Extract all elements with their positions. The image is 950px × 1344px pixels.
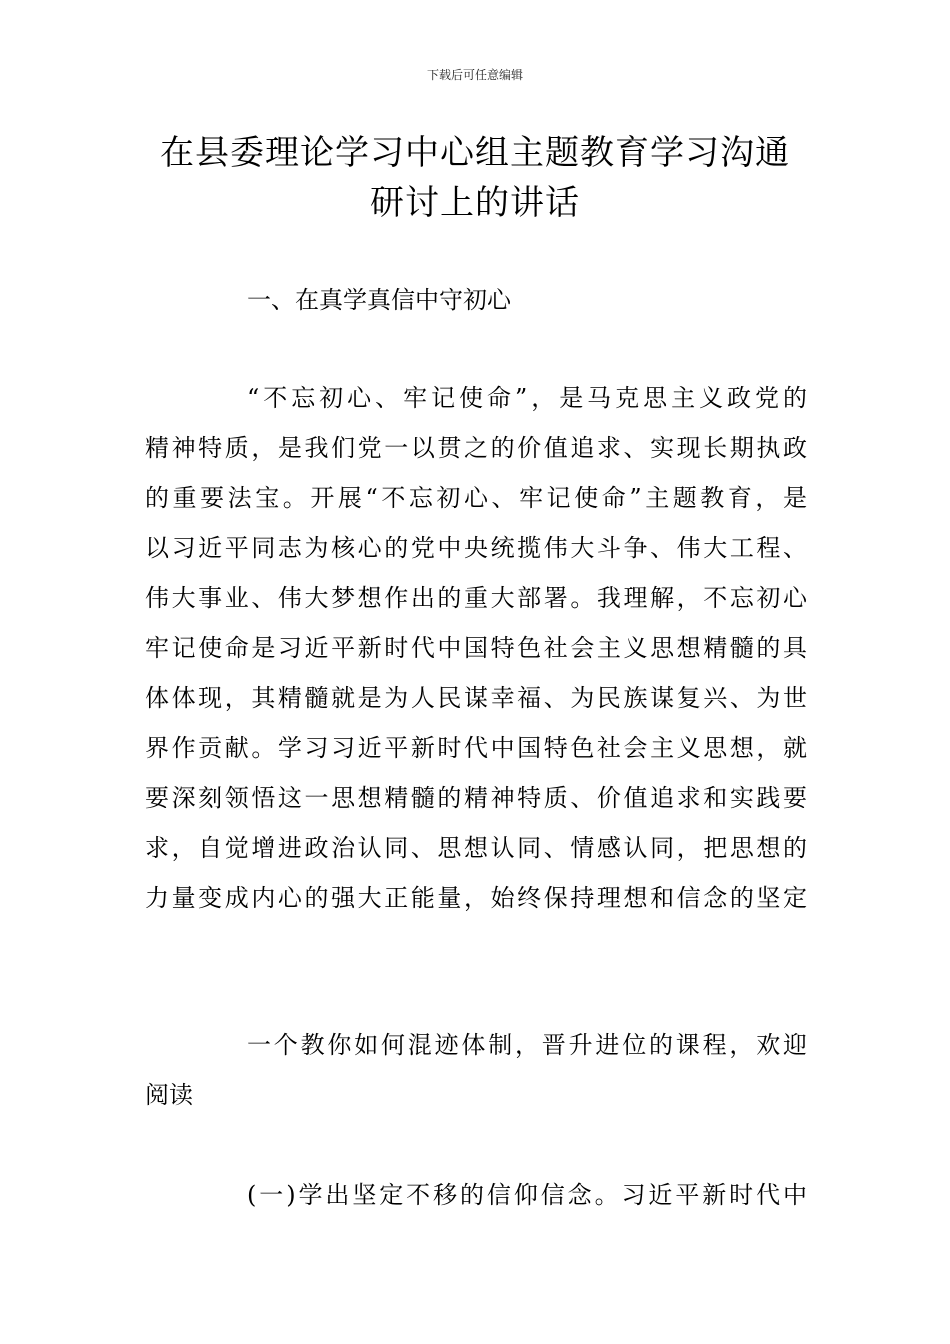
header-note: 下载后可任意编辑: [426, 68, 523, 82]
paragraph-line: 精神特质，是我们党一以贯之的价值追求、实现长期执政: [145, 434, 807, 462]
paragraph-2: [145, 1020, 807, 1120]
paragraph-line: 伟大事业、伟大梦想作出的重大部署。我理解，不忘初心: [145, 584, 807, 612]
paragraph-line: 阅读: [145, 1081, 193, 1109]
paragraph-line: (一)学出坚定不移的信仰信念。习近平新时代中: [247, 1181, 807, 1209]
title-line-1: 在县委理论学习中心组主题教育学习沟通: [160, 133, 790, 173]
paragraph-line: 体体现，其精髓就是为人民谋幸福、为民族谋复兴、为世: [145, 684, 807, 712]
paragraph-line: 力量变成内心的强大正能量，始终保持理想和信念的坚定: [145, 884, 807, 912]
paragraph-line: 的重要法宝。开展“不忘初心、牢记使命”主题教育，是: [145, 484, 807, 512]
paragraph-line: 以习近平同志为核心的党中央统揽伟大斗争、伟大工程、: [145, 534, 807, 562]
paragraph-line: 牢记使命是习近平新时代中国特色社会主义思想精髓的具: [145, 634, 807, 662]
section-heading: 一、在真学真信中守初心: [247, 286, 511, 314]
paragraph-line: 要深刻领悟这一思想精髓的精神特质、价值追求和实践要: [145, 784, 807, 812]
paragraph-line: 界作贡献。学习习近平新时代中国特色社会主义思想，就: [145, 734, 807, 762]
title-line-2: 研讨上的讲话: [370, 183, 580, 223]
paragraph-line: 求，自觉增进政治认同、思想认同、情感认同，把思想的: [145, 834, 807, 862]
paragraph-line: 一个教你如何混迹体制，晋升进位的课程，欢迎: [247, 1031, 807, 1059]
document-title: [130, 128, 820, 228]
paragraph-3: [145, 1170, 807, 1220]
paragraph-line: “不忘初心、牢记使命”，是马克思主义政党的: [247, 384, 807, 412]
paragraph-1: [145, 373, 807, 923]
